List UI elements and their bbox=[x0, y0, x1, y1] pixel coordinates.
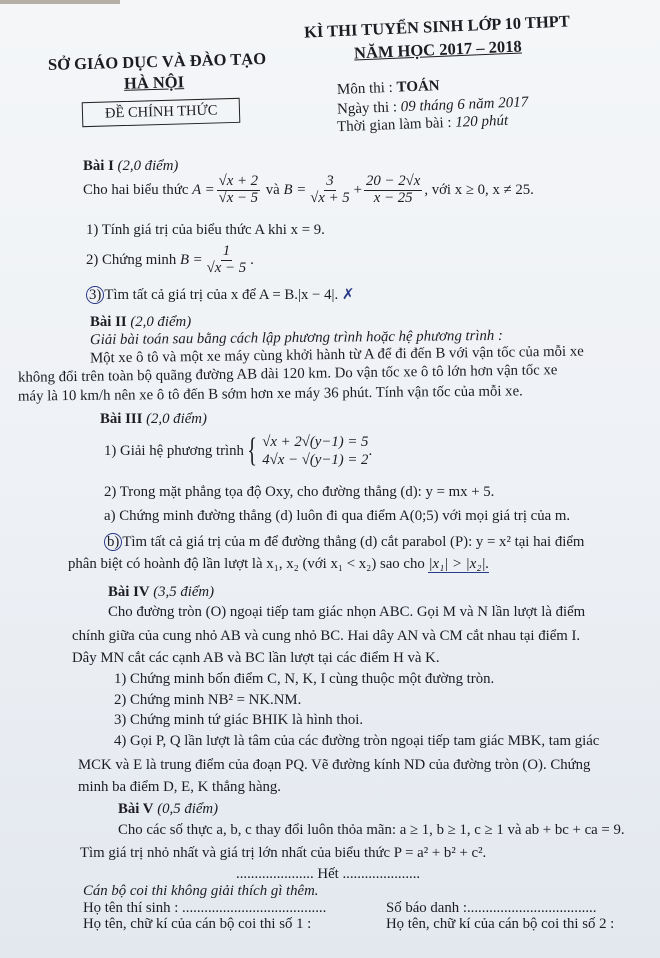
bai5-heading bbox=[118, 801, 218, 818]
expr-b-denominator1: √x + 5 bbox=[310, 189, 350, 206]
proctor1-signature: Họ tên, chữ kí của cán bộ coi thi số 1 : bbox=[83, 916, 312, 932]
abs-condition: |x₁| > |x₂|. bbox=[428, 556, 490, 572]
expr-b-lhs: B = bbox=[283, 181, 307, 198]
bai3-q2b-text: Tìm tất cả giá trị của m để đường thẳng (d) cắt parabol (P): y = x² tại hai điểm bbox=[122, 534, 585, 550]
bai3-q1-text: 1) Giải hệ phương trình bbox=[104, 442, 244, 459]
bai1-q2-numerator: 1 bbox=[222, 242, 231, 259]
expr-a-denominator: √x − 5 bbox=[218, 189, 259, 206]
equation-1: √x + 2√(y−1) = 5 bbox=[262, 433, 369, 450]
bai1-q2-denominator: √x − 5 bbox=[206, 259, 247, 276]
bai4-q4-line3: minh ba điểm D, E, K thẳng hàng. bbox=[78, 779, 282, 795]
bai3-q1: 1) Giải hệ phương trình { √x + 2√(y−1) = 5 4√x − √(y−1) = 2 . bbox=[104, 432, 373, 469]
bai4-q4-line2: MCK và E là trung điểm của đoạn PQ. Vẽ đường kính ND của đường tròn (O). Chứng bbox=[78, 757, 591, 773]
bai5-points: (0,5 điểm) bbox=[157, 801, 219, 817]
bai3-title: Bài III bbox=[100, 411, 143, 427]
photo-edge bbox=[0, 0, 120, 4]
school-year bbox=[354, 36, 522, 63]
circled-number: 3) bbox=[86, 286, 104, 304]
end-marker: ..................... Hết ..................... bbox=[236, 866, 421, 882]
bai4-q3: 3) Chứng minh tứ giác BHIK là hình thoi. bbox=[114, 712, 364, 728]
expr-b-numerator2: 20 − 2√x bbox=[366, 172, 421, 189]
bai5-title: Bài V bbox=[118, 801, 154, 817]
bai1-points: (2,0 điểm) bbox=[117, 158, 179, 174]
bai3-heading bbox=[100, 411, 207, 428]
bai1-q3 bbox=[86, 286, 354, 304]
expr-b-denominator2: x − 25 bbox=[373, 189, 413, 206]
bai1-title: Bài I bbox=[83, 158, 114, 174]
duration-value: 120 phút bbox=[454, 112, 509, 131]
and-word: và bbox=[265, 181, 280, 198]
bai4-title: Bài IV bbox=[108, 584, 150, 600]
exam-title: KÌ THI TUYỂN SINH LỚP 10 THPT bbox=[303, 11, 571, 42]
bai2-instruction: Giải bài toán sau bằng cách lập phương trình hoặc hệ phương trình : bbox=[89, 327, 504, 349]
bai4-points: (3,5 điểm) bbox=[153, 584, 215, 600]
bai1-q3-text: Tìm tất cả giá trị của x để A = B.|x − 4|. bbox=[104, 287, 339, 303]
department-name: SỞ GIÁO DỤC VÀ ĐÀO TẠO bbox=[47, 48, 267, 75]
subject-label: Môn thi : bbox=[336, 79, 397, 98]
bai2-points: (2,0 điểm) bbox=[130, 314, 192, 330]
bai2-line1: Một xe ô tô và một xe máy cùng khởi hành từ A để đi đến B với vận tốc của mỗi xe bbox=[89, 343, 584, 367]
expr-a-numerator: √x + 2 bbox=[218, 172, 259, 189]
bai4-line3: Dây MN cắt các cạnh AB và BC lần lượt tại các điểm H và K. bbox=[72, 650, 440, 666]
candidate-name-field: Họ tên thí sinh : ....................................... bbox=[83, 900, 327, 916]
proctor2-signature: Họ tên, chữ kí của cán bộ coi thi số 2 : bbox=[386, 916, 615, 932]
bai4-q2: 2) Chứng minh NB² = NK.NM. bbox=[114, 692, 302, 708]
subject-value: TOÁN bbox=[396, 78, 440, 96]
bai5-line1: Cho các số thực a, b, c thay đổi luôn thỏa mãn: a ≥ 1, b ≥ 1, c ≥ 1 và ab + bc + ca = 9. bbox=[118, 822, 625, 838]
bai3-q2b-cont bbox=[68, 556, 489, 573]
plus-sign: + bbox=[353, 181, 363, 198]
bai4-q1: 1) Chứng minh bốn điểm C, N, K, I cùng thuộc một đường tròn. bbox=[114, 671, 495, 687]
bai2-line2: không đổi trên toàn bộ quãng đường AB dài 120 km. Do vận tốc xe ô tô lớn hơn vận tốc xe bbox=[17, 362, 558, 386]
official-exam-label: ĐỀ CHÍNH THỨC bbox=[82, 98, 241, 127]
bai1-q2-text: 2) Chứng minh bbox=[86, 251, 177, 268]
bai4-line2: chính giữa của cung nhỏ AB và cung nhỏ BC. Hai dây AN và CM cắt nhau tại điểm I. bbox=[72, 628, 581, 644]
domain-condition: , với x ≥ 0, x ≠ 25. bbox=[424, 181, 534, 198]
department-city: HÀ NỘI bbox=[123, 72, 185, 93]
bai1-expressions bbox=[83, 170, 534, 210]
bai4-line1: Cho đường tròn (O) ngoại tiếp tam giác nhọn ABC. Gọi M và N lần lượt là điểm bbox=[108, 604, 586, 620]
bai2-line3: máy là 10 km/h nên xe ô tô đến B sớm hơn xe máy 36 phút. Tính vận tốc của mỗi xe. bbox=[17, 383, 523, 405]
bai3-q2a: a) Chứng minh đường thẳng (d) luôn đi qua điểm A(0;5) với mọi giá trị của m. bbox=[104, 508, 571, 524]
underlined-condition bbox=[428, 556, 489, 573]
bai1-q2-lhs: B = bbox=[179, 251, 203, 268]
brace-icon: { bbox=[247, 432, 258, 469]
circled-letter: b) bbox=[104, 533, 122, 551]
bai1-q1: 1) Tính giá trị của biểu thức A khi x = 9. bbox=[86, 222, 325, 238]
bai3-q2b-cont-text: phân biệt có hoành độ lần lượt là x₁, x₂ (với x₁ < x₂) sao cho bbox=[68, 556, 425, 572]
school-year-text: NĂM HỌC 2017 – 2018 bbox=[353, 36, 523, 63]
bai3-points: (2,0 điểm) bbox=[146, 411, 207, 427]
bai1-q2-fraction bbox=[205, 244, 248, 276]
expr-b-fraction1 bbox=[308, 174, 351, 206]
date-label: Ngày thi : bbox=[336, 99, 402, 118]
bai3-q2: 2) Trong mặt phẳng tọa độ Oxy, cho đường thẳng (d): y = mx + 5. bbox=[104, 484, 495, 500]
equation-system bbox=[244, 433, 369, 470]
bai4-q4-line1: 4) Gọi P, Q lần lượt là tâm của các đường tròn ngoại tiếp tam giác MBK, tam giác bbox=[114, 733, 600, 749]
expr-a-lhs: A = bbox=[192, 181, 215, 198]
expr-b-numerator1: 3 bbox=[326, 172, 334, 189]
bai5-line2: Tìm giá trị nhỏ nhất và giá trị lớn nhất của biểu thức P = a² + b² + c². bbox=[80, 845, 487, 861]
pen-cross-mark-icon: ✗ bbox=[341, 287, 355, 303]
bai2-title: Bài II bbox=[90, 314, 127, 330]
proctor-note: Cán bộ coi thi không giải thích gì thêm. bbox=[83, 883, 319, 899]
bai2-heading bbox=[90, 314, 191, 331]
duration-label: Thời gian làm bài : bbox=[336, 114, 456, 136]
expr-b-fraction2 bbox=[364, 174, 422, 206]
subject-line bbox=[337, 78, 440, 99]
bai3-q2b bbox=[104, 534, 584, 551]
bai1-q2: 2) Chứng minh B = $\frac{1}{√x - 5}$ . bbox=[86, 242, 254, 276]
candidate-id-field: Số báo danh :................................... bbox=[386, 900, 597, 916]
equation-2: 4√x − √(y−1) = 2 bbox=[262, 452, 369, 468]
date-value: 09 tháng 6 năm 2017 bbox=[400, 94, 529, 116]
expr-a-fraction bbox=[217, 174, 260, 206]
bai1-intro: Cho hai biểu thức bbox=[83, 181, 189, 198]
bai4-heading bbox=[108, 584, 214, 601]
